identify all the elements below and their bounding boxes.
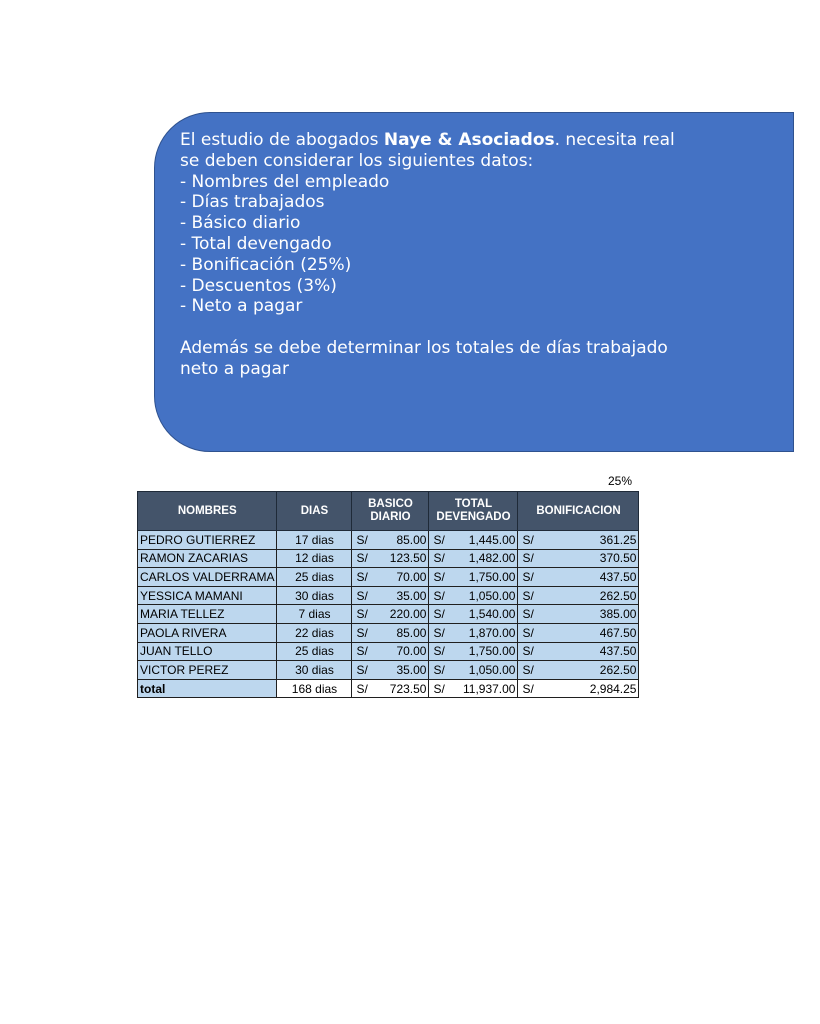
currency-symbol: S/ (522, 644, 534, 659)
callout-line-2: se deben considerar los siguientes datos: (180, 150, 534, 171)
currency-symbol: S/ (522, 607, 534, 622)
cell-bonificacion[interactable] (518, 586, 639, 605)
intro-after: . necesita real (554, 130, 675, 150)
cell-dias[interactable]: 30 dias (277, 661, 352, 680)
cell-total-basico-content (354, 681, 426, 697)
callout-footer-line-1: Además se debe determinar los totales de días trabajado (180, 337, 668, 358)
callout-text (180, 130, 820, 380)
currency-symbol: S/ (356, 644, 368, 659)
cell-bonificacion-content (520, 662, 636, 678)
table-row (138, 549, 639, 568)
amount-value: 35.00 (396, 662, 427, 677)
table-row (138, 642, 639, 661)
amount-value: 437.50 (599, 569, 637, 584)
currency-symbol: S/ (522, 569, 534, 584)
cell-total-devengado-content (431, 550, 515, 566)
cell-bonificacion-content (520, 606, 636, 622)
amount-value: 1,482.00 (468, 551, 516, 566)
cell-total-devengado[interactable] (429, 549, 518, 568)
cell-total-label[interactable]: total (138, 679, 277, 698)
cell-total-devengado-content (431, 588, 515, 604)
instructions-callout (154, 112, 675, 454)
cell-basico[interactable] (352, 661, 429, 680)
cell-basico[interactable] (352, 531, 429, 550)
header-total-line-2: DEVENGADO (436, 511, 511, 523)
currency-symbol: S/ (522, 532, 534, 547)
cell-basico[interactable] (352, 586, 429, 605)
amount-value: 2,984.25 (589, 681, 637, 696)
amount-value: 1,540.00 (468, 607, 516, 622)
table-body (138, 531, 639, 698)
cell-total-devengado-content (431, 532, 515, 548)
amount-value: 262.50 (599, 662, 637, 677)
currency-symbol: S/ (522, 588, 534, 603)
cell-bonificacion-content (520, 588, 636, 604)
currency-symbol: S/ (433, 662, 445, 677)
callout-item: - Descuentos (3%) (180, 275, 337, 296)
cell-bonificacion-content (520, 643, 636, 659)
cell-basico-content (354, 569, 426, 585)
cell-total-devengado-content (431, 569, 515, 585)
totals-row (138, 679, 639, 698)
currency-symbol: S/ (522, 551, 534, 566)
currency-symbol: S/ (356, 532, 368, 547)
table-row (138, 605, 639, 624)
amount-value: 123.50 (389, 551, 427, 566)
callout-spacer (180, 317, 820, 338)
amount-value: 385.00 (599, 607, 637, 622)
cell-basico-content (354, 588, 426, 604)
cell-dias[interactable]: 25 dias (277, 568, 352, 587)
cell-basico[interactable] (352, 568, 429, 587)
amount-value: 1,050.00 (468, 662, 516, 677)
table-row (138, 661, 639, 680)
callout-item: - Neto a pagar (180, 296, 303, 317)
currency-symbol: S/ (522, 625, 534, 640)
cell-dias[interactable]: 25 dias (277, 642, 352, 661)
currency-symbol: S/ (356, 681, 368, 696)
cell-total-devengado[interactable] (429, 568, 518, 587)
cell-basico-content (354, 662, 426, 678)
cell-nombre[interactable]: PAOLA RIVERA (138, 623, 277, 642)
cell-bonificacion-content (520, 550, 636, 566)
header-total-devengado[interactable] (429, 492, 518, 531)
cell-bonificacion-content (520, 569, 636, 585)
cell-total-devengado[interactable] (429, 605, 518, 624)
amount-value: 85.00 (396, 532, 427, 547)
currency-symbol: S/ (433, 588, 445, 603)
header-bonificacion[interactable]: BONIFICACION (518, 492, 639, 531)
cell-total-basico[interactable] (352, 679, 429, 698)
callout-item: - Nombres del empleado (180, 171, 390, 192)
cell-basico-content (354, 532, 426, 548)
cell-total-dias[interactable]: 168 dias (277, 679, 352, 698)
header-nombres[interactable]: NOMBRES (138, 492, 277, 531)
cell-nombre[interactable]: YESSICA MAMANI (138, 586, 277, 605)
callout-intro-line (180, 130, 820, 151)
cell-nombre[interactable]: RAMON ZACARIAS (138, 549, 277, 568)
header-total-line-1: TOTAL (454, 498, 493, 510)
cell-total-bonificacion[interactable] (518, 679, 639, 698)
bonus-rate-cell[interactable]: 25% (607, 474, 632, 488)
currency-symbol: S/ (522, 662, 534, 677)
amount-value: 35.00 (396, 588, 427, 603)
cell-total-devengado-sum[interactable] (429, 679, 518, 698)
header-basico-diario[interactable] (352, 492, 429, 531)
currency-symbol: S/ (356, 569, 368, 584)
header-basico-line-2: DIARIO (370, 511, 411, 523)
cell-total-devengado[interactable] (429, 623, 518, 642)
amount-value: 85.00 (396, 625, 427, 640)
amount-value: 437.50 (599, 644, 637, 659)
currency-symbol: S/ (356, 662, 368, 677)
currency-symbol: S/ (356, 625, 368, 640)
cell-basico[interactable] (352, 605, 429, 624)
cell-dias[interactable]: 22 dias (277, 623, 352, 642)
amount-value: 370.50 (599, 551, 637, 566)
callout-item: - Bonificación (25%) (180, 254, 352, 275)
amount-value: 262.50 (599, 588, 637, 603)
cell-bonificacion[interactable] (518, 642, 639, 661)
cell-total-devengado[interactable] (429, 531, 518, 550)
amount-value: 723.50 (389, 681, 427, 696)
cell-dias[interactable]: 30 dias (277, 586, 352, 605)
cell-nombre[interactable]: MARIA TELLEZ (138, 605, 277, 624)
amount-value: 11,937.00 (462, 681, 516, 696)
amount-value: 1,750.00 (468, 644, 516, 659)
table-row (138, 586, 639, 605)
currency-symbol: S/ (433, 681, 445, 696)
header-basico-line-1: BASICO (368, 498, 413, 510)
cell-nombre[interactable]: PEDRO GUTIERREZ (138, 531, 277, 550)
currency-symbol: S/ (433, 625, 445, 640)
cell-bonificacion[interactable] (518, 549, 639, 568)
amount-value: 361.25 (599, 532, 637, 547)
cell-basico-content (354, 625, 426, 641)
amount-value: 467.50 (599, 625, 637, 640)
callout-item: - Días trabajados (180, 192, 325, 213)
cell-total-devengado-content (431, 643, 515, 659)
callout-item: - Total devengado (180, 233, 332, 254)
cell-total-devengado-content (431, 625, 515, 641)
cell-bonificacion[interactable] (518, 531, 639, 550)
header-dias[interactable]: DIAS (277, 492, 352, 531)
cell-bonificacion[interactable] (518, 623, 639, 642)
table-row (138, 568, 639, 587)
cell-nombre[interactable]: VICTOR PEREZ (138, 661, 277, 680)
currency-symbol: S/ (356, 607, 368, 622)
cell-nombre[interactable]: JUAN TELLO (138, 642, 277, 661)
amount-value: 1,445.00 (468, 532, 516, 547)
cell-total-devengado-content (431, 606, 515, 622)
payroll-table (137, 491, 639, 698)
callout-item: - Básico diario (180, 213, 301, 234)
amount-value: 1,750.00 (468, 569, 516, 584)
cell-total-devengado[interactable] (429, 661, 518, 680)
cell-total-devengado[interactable] (429, 586, 518, 605)
currency-symbol: S/ (433, 532, 445, 547)
amount-value: 1,050.00 (468, 588, 516, 603)
amount-value: 220.00 (389, 607, 427, 622)
cell-dias[interactable]: 7 dias (277, 605, 352, 624)
currency-symbol: S/ (522, 681, 534, 696)
table-header-row (138, 492, 639, 531)
currency-symbol: S/ (356, 551, 368, 566)
cell-bonificacion[interactable] (518, 605, 639, 624)
cell-bonificacion[interactable] (518, 568, 639, 587)
table-row (138, 531, 639, 550)
currency-symbol: S/ (433, 644, 445, 659)
cell-basico[interactable] (352, 549, 429, 568)
cell-bonificacion[interactable] (518, 661, 639, 680)
cell-basico[interactable] (352, 642, 429, 661)
company-name: Naye & Asociados (383, 130, 555, 150)
currency-symbol: S/ (433, 607, 445, 622)
cell-total-devengado-content (431, 662, 515, 678)
cell-basico-content (354, 643, 426, 659)
currency-symbol: S/ (356, 588, 368, 603)
cell-basico[interactable] (352, 623, 429, 642)
cell-bonificacion-content (520, 625, 636, 641)
currency-symbol: S/ (433, 569, 445, 584)
currency-symbol: S/ (433, 551, 445, 566)
cell-nombre[interactable]: CARLOS VALDERRAMA (138, 568, 277, 587)
intro-before: El estudio de abogados (180, 130, 384, 150)
amount-value: 70.00 (396, 569, 427, 584)
amount-value: 70.00 (396, 644, 427, 659)
table-row (138, 623, 639, 642)
cell-dias[interactable]: 12 dias (277, 549, 352, 568)
amount-value: 1,870.00 (468, 625, 516, 640)
callout-footer-line-2: neto a pagar (180, 358, 289, 379)
cell-basico-content (354, 550, 426, 566)
cell-bonificacion-content (520, 532, 636, 548)
cell-dias[interactable]: 17 dias (277, 531, 352, 550)
cell-total-bonificacion-content (520, 681, 636, 697)
cell-total-devengado[interactable] (429, 642, 518, 661)
cell-basico-content (354, 606, 426, 622)
cell-total-devengado-sum-content (431, 681, 515, 697)
